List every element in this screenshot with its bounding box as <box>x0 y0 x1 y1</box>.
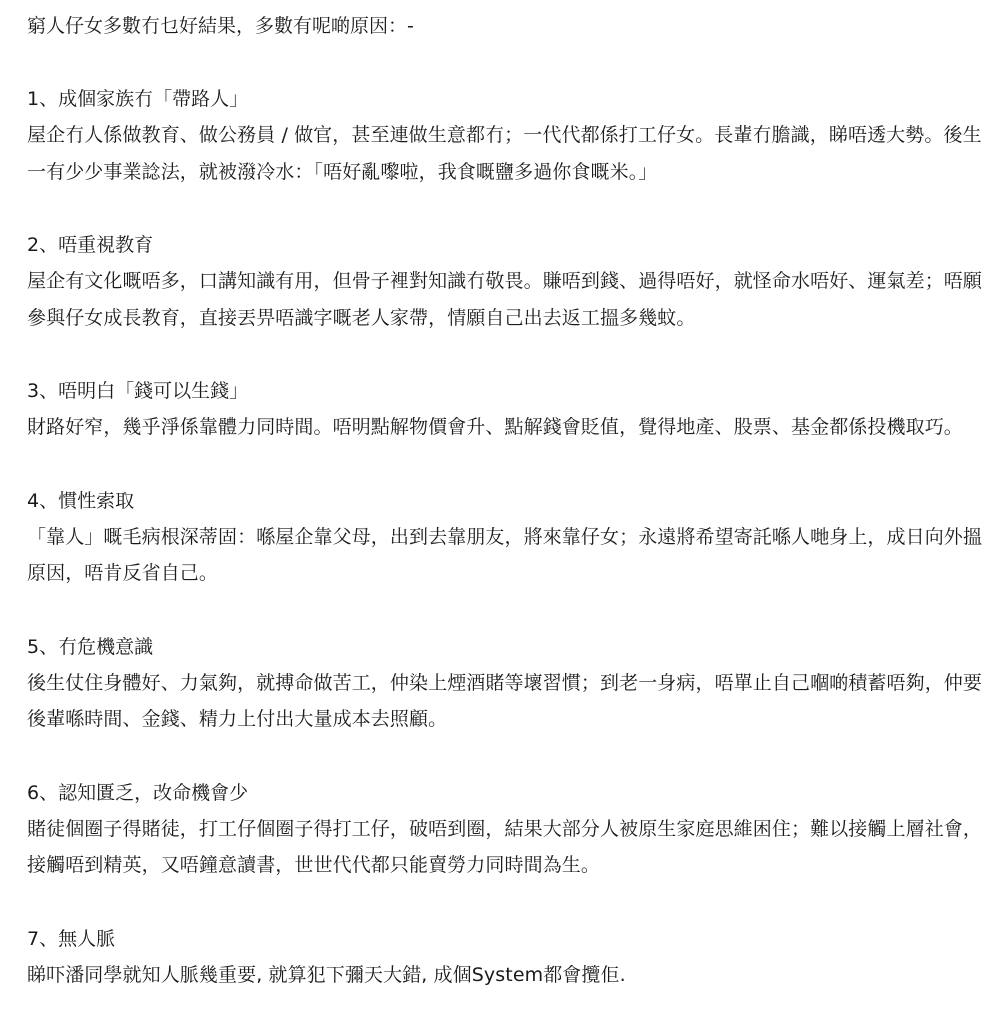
section-7 <box>27 921 987 994</box>
section-body: 屋企冇人係做教育、做公務員 / 做官，甚至連做生意都冇；一代代都係打工仔女。長輩冇膽識，睇唔透大勢。後生一有少少事業諗法，就被潑冷水：「唔好亂嚟啦，我食嘅鹽多過你食嘅米。」 <box>27 124 982 183</box>
section-heading: 5、冇危機意識 <box>27 635 154 658</box>
section-heading: 2、唔重視教育 <box>27 234 154 256</box>
section-heading: 6、認知匱乏，改命機會少 <box>27 781 249 804</box>
intro-text: 窮人仔女多數冇乜好結果，多數有呢啲原因：- <box>27 15 414 37</box>
section-body: 睇吓潘同學就知人脈幾重要, 就算犯下彌天大錯, 成個System都會攬佢. <box>27 963 626 986</box>
section-heading: 4、慣性索取 <box>27 489 135 512</box>
section-body: 後生仗住身體好、力氣夠，就搏命做苦工，仲染上煙酒賭等壞習慣；到老一身病，唔單止自己嗰啲積蓄唔夠，仲要後輩喺時間、金錢、精力上付出大量成本去照顧。 <box>27 671 983 730</box>
section-4 <box>27 483 987 592</box>
section-heading: 7、無人脈 <box>27 927 116 950</box>
section-1 <box>27 81 987 190</box>
section-3 <box>27 373 987 446</box>
section-5 <box>27 629 987 738</box>
section-body: 財路好窄，幾乎淨係靠體力同時間。唔明點解物價會升、點解錢會貶值，覺得地產、股票、基金都係投機取巧。 <box>27 416 963 438</box>
section-heading: 3、唔明白「錢可以生錢」 <box>27 380 249 402</box>
section-body: 「靠人」嘅毛病根深蒂固：喺屋企靠父母，出到去靠朋友，將來靠仔女；永遠將希望寄託喺人哋身上，成日向外搵原因，唔肯反省自己。 <box>27 525 983 584</box>
section-body: 屋企有文化嘅唔多，口講知識有用，但骨子裡對知識冇敬畏。賺唔到錢、過得唔好，就怪命水唔好、運氣差；唔願參與仔女成長教育，直接丟畀唔識字嘅老人家帶，情願自己出去返工搵多幾蚊。 <box>27 270 983 329</box>
section-body: 賭徒個圈子得賭徒，打工仔個圈子得打工仔，破唔到圈，結果大部分人被原生家庭思維困住；難以接觸上層社會，接觸唔到精英，又唔鐘意讀書，世世代代都只能賣勞力同時間為生。 <box>27 817 983 876</box>
section-2 <box>27 227 987 336</box>
section-heading: 1、成個家族冇「帶路人」 <box>27 88 249 110</box>
section-6 <box>27 775 987 884</box>
